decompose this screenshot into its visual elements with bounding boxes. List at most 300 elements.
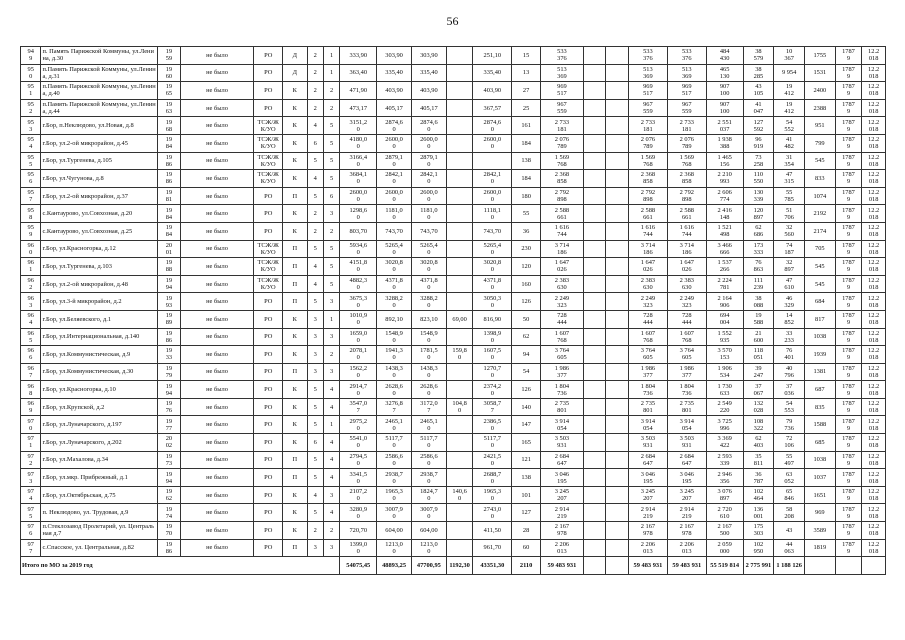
table-cell: 1787 9 bbox=[835, 258, 862, 276]
table-cell: 19 94 bbox=[158, 275, 181, 293]
table-cell: ТСЖ/Ж К/УО bbox=[254, 152, 283, 170]
table-cell: 1787 9 bbox=[835, 99, 862, 117]
table-cell: 2 249 323 bbox=[667, 293, 706, 311]
table-cell: не было bbox=[180, 205, 254, 223]
table-cell: 5 bbox=[307, 504, 323, 522]
table-cell: 19 84 bbox=[158, 134, 181, 152]
table-cell: 545 bbox=[804, 152, 835, 170]
table-cell: 2 bbox=[307, 99, 323, 117]
table-cell: не было bbox=[180, 398, 254, 416]
table-cell: 104,8 0 bbox=[446, 398, 473, 416]
table-cell bbox=[606, 99, 629, 117]
table-cell: 140 bbox=[512, 398, 541, 416]
table-cell: 50 bbox=[512, 310, 541, 328]
table-cell: не было bbox=[180, 170, 254, 188]
table-cell: 36 787 bbox=[743, 469, 774, 487]
table-cell: П bbox=[283, 363, 308, 381]
table-cell: 823,10 bbox=[411, 310, 446, 328]
table-cell: не было bbox=[180, 469, 254, 487]
table-cell: 1787 9 bbox=[835, 416, 862, 434]
table-cell: 2 206 013 bbox=[540, 539, 583, 557]
table-cell: 62 403 bbox=[743, 434, 774, 452]
table-cell: 161 bbox=[512, 117, 541, 135]
table-cell: 1181,0 0 bbox=[377, 205, 412, 223]
table-cell: 9 954 bbox=[774, 64, 805, 82]
table-cell: 1 906 534 bbox=[706, 363, 743, 381]
table-cell: 19 70 bbox=[158, 522, 181, 540]
table-cell: К bbox=[283, 398, 308, 416]
table-cell bbox=[606, 469, 629, 487]
table-cell: 2 bbox=[307, 222, 323, 240]
table-cell: 684 bbox=[804, 293, 835, 311]
table-cell: 3 714 186 bbox=[628, 240, 667, 258]
table-cell: 1548,9 0 bbox=[411, 328, 446, 346]
table-cell bbox=[606, 522, 629, 540]
table-cell: 5 bbox=[307, 381, 323, 399]
table-cell: 3 bbox=[323, 539, 339, 557]
table-cell: 5 bbox=[323, 134, 339, 152]
table-cell: 3 bbox=[323, 328, 339, 346]
table-cell: 2842,1 0 bbox=[411, 170, 446, 188]
table-cell: РО bbox=[254, 187, 283, 205]
table-cell: г.Бор, ул.Махалова, д.34 bbox=[41, 451, 158, 469]
table-cell: 1787 9 bbox=[835, 363, 862, 381]
table-cell: К bbox=[283, 134, 308, 152]
table-cell: 2421,5 0 bbox=[473, 451, 512, 469]
table-cell: 3 245 207 bbox=[540, 486, 583, 504]
table-cell: 2938,7 0 bbox=[377, 469, 412, 487]
table-cell: 12.2 018 bbox=[862, 469, 886, 487]
table-cell: П bbox=[283, 275, 308, 293]
table-cell bbox=[446, 99, 473, 117]
table-cell: 4 bbox=[323, 434, 339, 452]
table-cell: 138 bbox=[512, 152, 541, 170]
table-cell: 743,70 bbox=[377, 222, 412, 240]
table-cell bbox=[583, 134, 606, 152]
table-cell: 333,90 bbox=[340, 47, 377, 65]
table-cell: 2 167 978 bbox=[540, 522, 583, 540]
table-cell: 1787 9 bbox=[835, 522, 862, 540]
table-cell bbox=[446, 170, 473, 188]
table-cell: 2600,0 0 bbox=[340, 187, 377, 205]
table-row bbox=[21, 381, 886, 399]
table-cell: 1787 9 bbox=[835, 222, 862, 240]
table-cell: 19 86 bbox=[158, 328, 181, 346]
table-cell: 4 bbox=[323, 381, 339, 399]
table-cell: 533 376 bbox=[628, 47, 667, 65]
table-cell: 2879,1 0 bbox=[411, 152, 446, 170]
table-cell: не было bbox=[180, 187, 254, 205]
table-cell: 3020,8 0 bbox=[377, 258, 412, 276]
table-cell: не было bbox=[180, 47, 254, 65]
table-cell: К bbox=[283, 381, 308, 399]
table-cell: 3 bbox=[323, 293, 339, 311]
table-cell: 12.2 018 bbox=[862, 187, 886, 205]
table-cell: 2 076 789 bbox=[540, 134, 583, 152]
table-cell: 3 503 931 bbox=[628, 434, 667, 452]
table-cell bbox=[606, 504, 629, 522]
table-cell: 101 bbox=[512, 486, 541, 504]
table-cell: не было bbox=[180, 293, 254, 311]
table-cell: 1 730 633 bbox=[706, 381, 743, 399]
table-cell: РО bbox=[254, 99, 283, 117]
table-cell: 1651 bbox=[804, 486, 835, 504]
table-cell: 180 bbox=[512, 187, 541, 205]
table-cell: 76 401 bbox=[774, 346, 805, 364]
table-cell bbox=[446, 205, 473, 223]
table-cell: 1 607 768 bbox=[628, 328, 667, 346]
table-cell: 816,90 bbox=[473, 310, 512, 328]
table-cell bbox=[446, 381, 473, 399]
table-cell: г.Бор, ул.Тургенева, д.103 bbox=[41, 258, 158, 276]
table-cell: 1607,5 0 bbox=[473, 346, 512, 364]
table-cell: 1787 9 bbox=[835, 293, 862, 311]
table-cell: 230 bbox=[512, 240, 541, 258]
table-cell: РО bbox=[254, 469, 283, 487]
table-cell: 1 938 388 bbox=[706, 134, 743, 152]
table-cell: 303,90 bbox=[377, 47, 412, 65]
table-cell: 5 bbox=[307, 416, 323, 434]
table-cell: 32 897 bbox=[774, 258, 805, 276]
table-cell: 12.2 018 bbox=[862, 398, 886, 416]
table-cell: К bbox=[283, 170, 308, 188]
table-row bbox=[21, 64, 886, 82]
table-cell bbox=[446, 240, 473, 258]
table-cell: 5 bbox=[307, 451, 323, 469]
table-cell: 12.2 018 bbox=[862, 240, 886, 258]
table-cell: 47 610 bbox=[774, 275, 805, 293]
table-cell: 2 bbox=[307, 82, 323, 100]
table-cell bbox=[446, 258, 473, 276]
table-cell: 3 466 666 bbox=[706, 240, 743, 258]
table-cell: 1 647 026 bbox=[540, 258, 583, 276]
table-cell: 1 616 744 bbox=[667, 222, 706, 240]
table-cell: 2 224 781 bbox=[706, 275, 743, 293]
table-cell: 4882,3 0 bbox=[340, 275, 377, 293]
table-cell: не было bbox=[180, 240, 254, 258]
table-cell: 5 bbox=[323, 170, 339, 188]
table-cell: 1787 9 bbox=[835, 64, 862, 82]
table-cell: 5 bbox=[307, 152, 323, 170]
table-cell: 687 bbox=[804, 381, 835, 399]
table-cell: 3288,2 0 bbox=[411, 293, 446, 311]
table-cell: 95 4 bbox=[21, 134, 41, 152]
table-cell: 12.2 018 bbox=[862, 82, 886, 100]
table-cell: 46 329 bbox=[774, 293, 805, 311]
table-cell: 4 bbox=[307, 258, 323, 276]
table-cell: 19 74 bbox=[158, 504, 181, 522]
table-cell: г.Бор, ул.Красногорка, д.10 bbox=[41, 381, 158, 399]
table-cell: 5 bbox=[307, 293, 323, 311]
table-cell: 743,70 bbox=[473, 222, 512, 240]
table-cell: не было bbox=[180, 346, 254, 364]
table-cell: 79 736 bbox=[774, 416, 805, 434]
table-cell bbox=[606, 346, 629, 364]
table-cell: 2 bbox=[323, 522, 339, 540]
table-cell: 2975,2 0 bbox=[340, 416, 377, 434]
table-cell: 19 77 bbox=[158, 416, 181, 434]
table-cell: РО bbox=[254, 363, 283, 381]
table-cell: 2 792 898 bbox=[667, 187, 706, 205]
table-cell bbox=[473, 152, 512, 170]
table-cell: К bbox=[283, 434, 308, 452]
table-cell: г.Бор, ул.Беляевского, д.1 bbox=[41, 310, 158, 328]
table-cell: 95 1 bbox=[21, 82, 41, 100]
table-cell bbox=[606, 82, 629, 100]
table-cell: РО bbox=[254, 205, 283, 223]
table-cell: 1787 9 bbox=[835, 504, 862, 522]
table-cell: 1548,9 0 bbox=[377, 328, 412, 346]
table-cell: 2688,7 0 bbox=[473, 469, 512, 487]
table-cell: 3 bbox=[323, 205, 339, 223]
table-cell: г.Бор, ул.Чугунова, д.8 bbox=[41, 170, 158, 188]
table-cell: 2938,7 0 bbox=[411, 469, 446, 487]
table-cell: 111 239 bbox=[743, 275, 774, 293]
total-cell bbox=[862, 557, 886, 575]
table-cell: 2 383 630 bbox=[628, 275, 667, 293]
table-cell: 21 600 bbox=[743, 328, 774, 346]
table-cell: 15 bbox=[512, 47, 541, 65]
table-cell: 1824,7 0 bbox=[411, 486, 446, 504]
table-cell: 1787 9 bbox=[835, 134, 862, 152]
table-cell: К bbox=[283, 82, 308, 100]
table-cell bbox=[446, 152, 473, 170]
table-cell bbox=[606, 293, 629, 311]
table-cell bbox=[606, 170, 629, 188]
table-row bbox=[21, 451, 886, 469]
table-cell: 2 059 000 bbox=[706, 539, 743, 557]
table-cell: 833 bbox=[804, 170, 835, 188]
table-cell: 3 914 054 bbox=[540, 416, 583, 434]
table-cell: 1 986 377 bbox=[628, 363, 667, 381]
table-cell: 38 088 bbox=[743, 293, 774, 311]
table-cell: 2 bbox=[323, 222, 339, 240]
table-cell: 3 764 605 bbox=[667, 346, 706, 364]
table-cell: 3007,9 0 bbox=[411, 504, 446, 522]
table-cell: 175 303 bbox=[743, 522, 774, 540]
table-row bbox=[21, 82, 886, 100]
table-cell: 1 bbox=[323, 416, 339, 434]
table-cell: не было bbox=[180, 64, 254, 82]
table-row bbox=[21, 240, 886, 258]
table-cell: 12.2 018 bbox=[862, 328, 886, 346]
table-cell: 2 206 013 bbox=[667, 539, 706, 557]
table-cell: 4 bbox=[307, 117, 323, 135]
table-cell: 12.2 018 bbox=[862, 117, 886, 135]
table-cell: П bbox=[283, 258, 308, 276]
table-cell: 28 bbox=[512, 522, 541, 540]
table-cell: 3684,1 0 bbox=[340, 170, 377, 188]
table-cell: 2 735 801 bbox=[628, 398, 667, 416]
table-cell: не было bbox=[180, 117, 254, 135]
table-cell: 4 bbox=[307, 486, 323, 504]
table-cell: 5 bbox=[307, 398, 323, 416]
table-cell bbox=[583, 47, 606, 65]
table-cell: 39 247 bbox=[743, 363, 774, 381]
table-cell: 96 2 bbox=[21, 275, 41, 293]
table-row bbox=[21, 222, 886, 240]
table-cell: 2 164 906 bbox=[706, 293, 743, 311]
table-cell: 121 bbox=[512, 451, 541, 469]
table-cell: 2 bbox=[307, 522, 323, 540]
table-cell: 19 60 bbox=[158, 64, 181, 82]
table-cell: 4 bbox=[323, 469, 339, 487]
table-cell: не было bbox=[180, 504, 254, 522]
table-cell: ТСЖ/Ж К/УО bbox=[254, 240, 283, 258]
table-cell: 2 946 356 bbox=[706, 469, 743, 487]
table-cell bbox=[446, 328, 473, 346]
table-cell: 403,90 bbox=[473, 82, 512, 100]
table-cell bbox=[606, 240, 629, 258]
table-cell: П bbox=[283, 451, 308, 469]
table-cell: 47 315 bbox=[774, 170, 805, 188]
table-cell: 2 bbox=[323, 346, 339, 364]
table-cell: 2600,0 0 bbox=[377, 134, 412, 152]
table-cell: 2 210 993 bbox=[706, 170, 743, 188]
table-cell: П bbox=[283, 469, 308, 487]
table-cell: 1 607 768 bbox=[667, 328, 706, 346]
total-label: Итого по МО за 2019 год bbox=[21, 557, 340, 575]
table-cell: 12.2 018 bbox=[862, 47, 886, 65]
table-cell: не было bbox=[180, 82, 254, 100]
table-cell bbox=[583, 187, 606, 205]
table-cell: 2 549 220 bbox=[706, 398, 743, 416]
table-cell: 335,40 bbox=[473, 64, 512, 82]
table-cell: 694 004 bbox=[706, 310, 743, 328]
table-cell: не было bbox=[180, 416, 254, 434]
table-cell: 19 84 bbox=[158, 222, 181, 240]
table-cell: 96 8 bbox=[21, 381, 41, 399]
table-cell: г.Бор, ул.3-й микрорайон, д.2 bbox=[41, 293, 158, 311]
table-cell: п.Память Парижской Коммуны, ул.Ленина, д.31 bbox=[42, 65, 156, 80]
table-row bbox=[21, 258, 886, 276]
table-cell: не было bbox=[180, 222, 254, 240]
table-cell: 2 bbox=[323, 99, 339, 117]
table-cell: 1 552 935 bbox=[706, 328, 743, 346]
table-cell: 19 86 bbox=[158, 152, 181, 170]
table-cell: 967 559 bbox=[628, 99, 667, 117]
table-row bbox=[21, 152, 886, 170]
table-row bbox=[21, 346, 886, 364]
table-cell: 2 735 801 bbox=[667, 398, 706, 416]
table-cell: 97 6 bbox=[21, 522, 41, 540]
table-cell: 2107,2 0 bbox=[340, 486, 377, 504]
table-cell: п.Память Парижской Коммуны, ул.Ленина, д.40 bbox=[42, 83, 156, 98]
table-cell bbox=[583, 222, 606, 240]
table-cell: 65 846 bbox=[774, 486, 805, 504]
table-cell bbox=[583, 170, 606, 188]
table-cell: 3547,0 7 bbox=[340, 398, 377, 416]
table-cell bbox=[606, 187, 629, 205]
table-cell bbox=[606, 398, 629, 416]
table-cell: 19 59 bbox=[158, 47, 181, 65]
table-cell: 817 bbox=[804, 310, 835, 328]
table-cell: г.Бор, ул.2-ой микрорайон, д.37 bbox=[41, 187, 158, 205]
table-cell: 2 383 630 bbox=[540, 275, 583, 293]
table-cell: 3 764 605 bbox=[540, 346, 583, 364]
table-cell: 728 444 bbox=[628, 310, 667, 328]
table-cell: 3 369 422 bbox=[706, 434, 743, 452]
table-cell: 2 167 500 bbox=[706, 522, 743, 540]
table-cell: 545 bbox=[804, 258, 835, 276]
table-cell: 19 84 bbox=[158, 205, 181, 223]
table-cell: 72 106 bbox=[774, 434, 805, 452]
table-row bbox=[21, 486, 886, 504]
table-cell bbox=[583, 381, 606, 399]
table-cell: 4 bbox=[323, 451, 339, 469]
table-cell: 335,40 bbox=[377, 64, 412, 82]
table-cell: 96 9 bbox=[21, 398, 41, 416]
table-cell: 63 052 bbox=[774, 469, 805, 487]
table-cell: 405,17 bbox=[411, 99, 446, 117]
table-cell: 62 686 bbox=[743, 222, 774, 240]
table-cell: не было bbox=[180, 152, 254, 170]
table-cell: РО bbox=[254, 381, 283, 399]
table-cell: 2842,1 0 bbox=[473, 170, 512, 188]
table-cell: 12.2 018 bbox=[862, 275, 886, 293]
table-cell: 126 bbox=[512, 293, 541, 311]
table-cell: 31 354 bbox=[774, 152, 805, 170]
table-cell: 69,00 bbox=[446, 310, 473, 328]
table-cell: 907 100 bbox=[706, 99, 743, 117]
table-cell: 3 764 605 bbox=[628, 346, 667, 364]
table-cell: 55 785 bbox=[774, 187, 805, 205]
table-cell: 533 376 bbox=[667, 47, 706, 65]
table-cell: ТСЖ/Ж К/УО bbox=[254, 134, 283, 152]
table-cell: 19 588 bbox=[743, 310, 774, 328]
table-cell: 465 130 bbox=[706, 64, 743, 82]
table-cell: 62 bbox=[512, 328, 541, 346]
table-cell: 1787 9 bbox=[835, 275, 862, 293]
table-cell: 12.2 018 bbox=[862, 310, 886, 328]
table-cell: не было bbox=[180, 310, 254, 328]
table-cell: 2078,1 0 bbox=[340, 346, 377, 364]
table-cell: г.Бор, ул.Луначарского, д.197 bbox=[41, 416, 158, 434]
table-cell: 1 569 768 bbox=[540, 152, 583, 170]
table-cell: 12.2 018 bbox=[862, 522, 886, 540]
table-cell: 2 684 647 bbox=[540, 451, 583, 469]
table-cell: 969 517 bbox=[667, 82, 706, 100]
table-cell: 4 bbox=[307, 275, 323, 293]
table-cell: 335,40 bbox=[411, 64, 446, 82]
table-cell: 2586,6 0 bbox=[377, 451, 412, 469]
table-cell bbox=[606, 205, 629, 223]
table-cell: 2914,7 0 bbox=[340, 381, 377, 399]
table-cell: 1787 9 bbox=[835, 434, 862, 452]
table-cell: К bbox=[283, 205, 308, 223]
table-cell: 40 796 bbox=[774, 363, 805, 381]
table-cell: 1 607 768 bbox=[540, 328, 583, 346]
table-cell bbox=[606, 117, 629, 135]
table-cell: 5 bbox=[323, 275, 339, 293]
table-cell: 1381 bbox=[804, 363, 835, 381]
table-row bbox=[21, 522, 886, 540]
table-cell: 533 376 bbox=[540, 47, 583, 65]
table-cell: 2465,1 0 bbox=[377, 416, 412, 434]
table-cell: 2 720 610 bbox=[706, 504, 743, 522]
table-cell: 969 517 bbox=[540, 82, 583, 100]
table-cell: не было bbox=[180, 275, 254, 293]
table-cell: 60 bbox=[512, 539, 541, 557]
table-cell: 165 bbox=[512, 434, 541, 452]
table-cell: 1181,0 0 bbox=[411, 205, 446, 223]
table-cell bbox=[446, 47, 473, 65]
table-cell: 19 79 bbox=[158, 363, 181, 381]
table-cell: 2 684 647 bbox=[667, 451, 706, 469]
table-cell: 95 3 bbox=[21, 117, 41, 135]
table-cell bbox=[583, 469, 606, 487]
table-cell: 2 bbox=[307, 47, 323, 65]
